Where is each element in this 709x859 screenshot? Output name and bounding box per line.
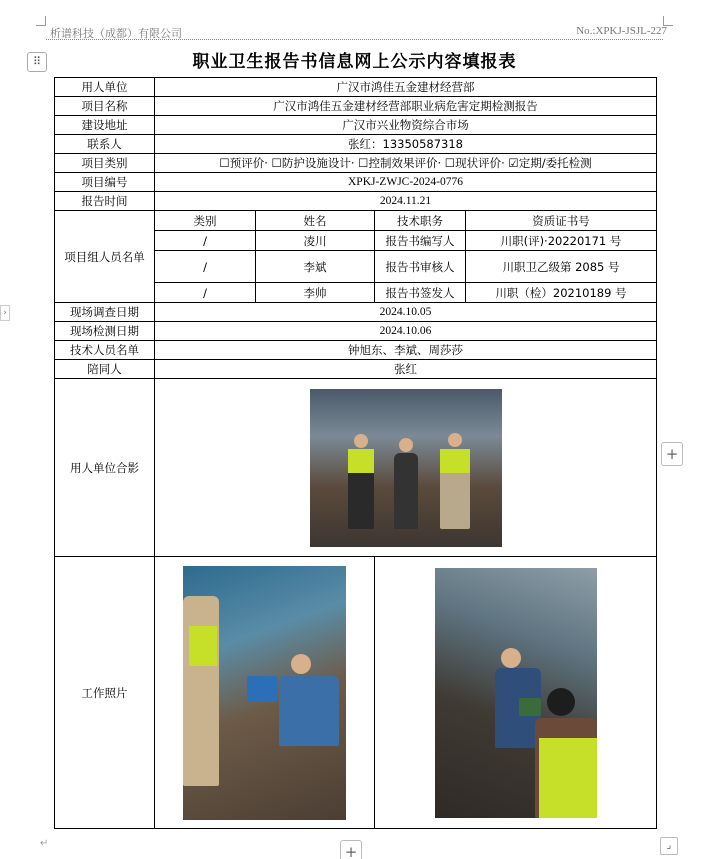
checkbox-periodic-test[interactable] [508, 156, 591, 170]
head [291, 654, 311, 674]
table-move-handle-icon[interactable]: ⠿ [27, 52, 47, 72]
member-cert[interactable]: 川职卫乙级第 2085 号 [466, 251, 657, 283]
group-photo-label: 用人单位合影 [55, 379, 155, 557]
head [448, 433, 462, 447]
member-role[interactable]: 报告书审核人 [375, 251, 466, 283]
team-header-row [55, 211, 657, 231]
team-header-name: 姓名 [256, 211, 375, 231]
checkbox-empty-icon: ☐ [444, 156, 456, 170]
row-employer [55, 78, 657, 97]
work-photos-label: 工作照片 [55, 557, 155, 829]
row-contact [55, 135, 657, 154]
escort-value[interactable]: 张红 [155, 360, 657, 379]
figure [394, 453, 418, 529]
add-column-icon[interactable]: + [340, 840, 362, 859]
project-type-options [155, 154, 657, 173]
row-report-date [55, 192, 657, 211]
group-photo-cell [155, 379, 657, 557]
row-technicians [55, 341, 657, 360]
header-divider [46, 39, 663, 40]
report-date-value[interactable]: 2024.11.21 [155, 192, 657, 211]
group-photo-image[interactable] [310, 389, 502, 547]
checkbox-pre-eval[interactable]: ☐预评价· [219, 156, 272, 170]
head [354, 434, 368, 448]
checkbox-control-eval[interactable]: ☐控制效果评价· [358, 156, 445, 170]
row-work-photos [55, 557, 657, 829]
survey-date-label: 现场调查日期 [55, 303, 155, 322]
team-header-category: 类别 [155, 211, 256, 231]
row-escort [55, 360, 657, 379]
member-cert[interactable]: 川职（检）20210189 号 [466, 283, 657, 303]
table-resize-handle-icon[interactable]: ⌟ [660, 837, 678, 855]
member-name[interactable]: 李帅 [256, 283, 375, 303]
member-name[interactable]: 凌川 [256, 231, 375, 251]
member-role[interactable]: 报告书编写人 [375, 231, 466, 251]
row-project-no [55, 173, 657, 192]
option-label: 预评价 [229, 156, 265, 170]
checkbox-empty-icon: ☐ [271, 156, 282, 170]
project-name-label: 项目名称 [55, 97, 155, 116]
project-name-value[interactable]: 广汉市鸿佳五金建材经营部职业病危害定期检测报告 [155, 97, 657, 116]
project-no-value[interactable]: XPKJ-ZWJC-2024-0776 [155, 173, 657, 192]
survey-date-value[interactable]: 2024.10.05 [155, 303, 657, 322]
employer-value[interactable]: 广汉市鸿佳五金建材经营部 [155, 78, 657, 97]
test-date-label: 现场检测日期 [55, 322, 155, 341]
checkbox-empty-icon: ☐ [358, 156, 369, 170]
row-site-address [55, 116, 657, 135]
option-label: 现状评价 [455, 156, 502, 170]
option-label: 防护设施设计 [281, 156, 351, 170]
contact-value[interactable]: 张红：13350587318 [155, 135, 657, 154]
header-company: 析谱科技（成都）有限公司 [50, 27, 182, 40]
head [547, 688, 575, 716]
row-survey-date [55, 303, 657, 322]
checkbox-protection-design[interactable]: ☐防护设施设计· [271, 156, 359, 170]
vest [539, 738, 597, 818]
document-title: 职业卫生报告书信息网上公示内容填报表 [192, 52, 517, 72]
paragraph-mark-icon: ↵ [40, 838, 49, 849]
team-header-cert: 资质证书号 [466, 211, 657, 231]
member-category[interactable]: / [155, 231, 256, 251]
report-date-label: 报告时间 [55, 192, 155, 211]
row-test-date [55, 322, 657, 341]
option-label: 定期/委托检测 [518, 156, 592, 170]
site-address-value[interactable]: 广汉市兴业物资综合市场 [155, 116, 657, 135]
checkbox-checked-icon: ☑ [508, 156, 519, 170]
head [501, 648, 521, 668]
vest [348, 449, 374, 473]
work-photo-image-2[interactable] [435, 568, 597, 818]
employer-label: 用人单位 [55, 78, 155, 97]
vest [440, 449, 470, 473]
option-label: 控制效果评价 [368, 156, 438, 170]
member-cert[interactable]: 川职(评)·20220171 号 [466, 231, 657, 251]
member-category[interactable]: / [155, 251, 256, 283]
row-project-name [55, 97, 657, 116]
work-photo-image-1[interactable] [183, 566, 346, 820]
info-table [54, 77, 657, 829]
checkbox-empty-icon: ☐ [219, 156, 230, 170]
team-header-role: 技术职务 [375, 211, 466, 231]
site-address-label: 建设地址 [55, 116, 155, 135]
technicians-label: 技术人员名单 [55, 341, 155, 360]
row-project-type [55, 154, 657, 173]
contact-label: 联系人 [55, 135, 155, 154]
project-no-label: 项目编号 [55, 173, 155, 192]
vest [189, 626, 217, 666]
work-photo-cell-1 [155, 557, 375, 829]
checkbox-status-eval[interactable]: ☐现状评价· [444, 156, 509, 170]
head [399, 438, 413, 452]
instrument [247, 676, 277, 702]
figure [279, 676, 339, 746]
escort-label: 陪同人 [55, 360, 155, 379]
corner-crop-mark-left [36, 16, 46, 26]
member-name[interactable]: 李斌 [256, 251, 375, 283]
team-label: 项目组人员名单 [55, 211, 155, 303]
add-row-icon[interactable]: + [661, 442, 683, 466]
work-photo-cell-2 [375, 557, 657, 829]
test-date-value[interactable]: 2024.10.06 [155, 322, 657, 341]
row-group-photo [55, 379, 657, 557]
project-type-label: 项目类别 [55, 154, 155, 173]
member-role[interactable]: 报告书签发人 [375, 283, 466, 303]
header-doc-number: No.:XPKJ-JSJL-227 [576, 25, 667, 37]
figure [183, 596, 219, 786]
chevron-left-icon[interactable]: › [0, 305, 10, 321]
instrument [519, 698, 541, 716]
technicians-value[interactable]: 钟旭东、李斌、周莎莎 [155, 341, 657, 360]
member-category[interactable]: / [155, 283, 256, 303]
